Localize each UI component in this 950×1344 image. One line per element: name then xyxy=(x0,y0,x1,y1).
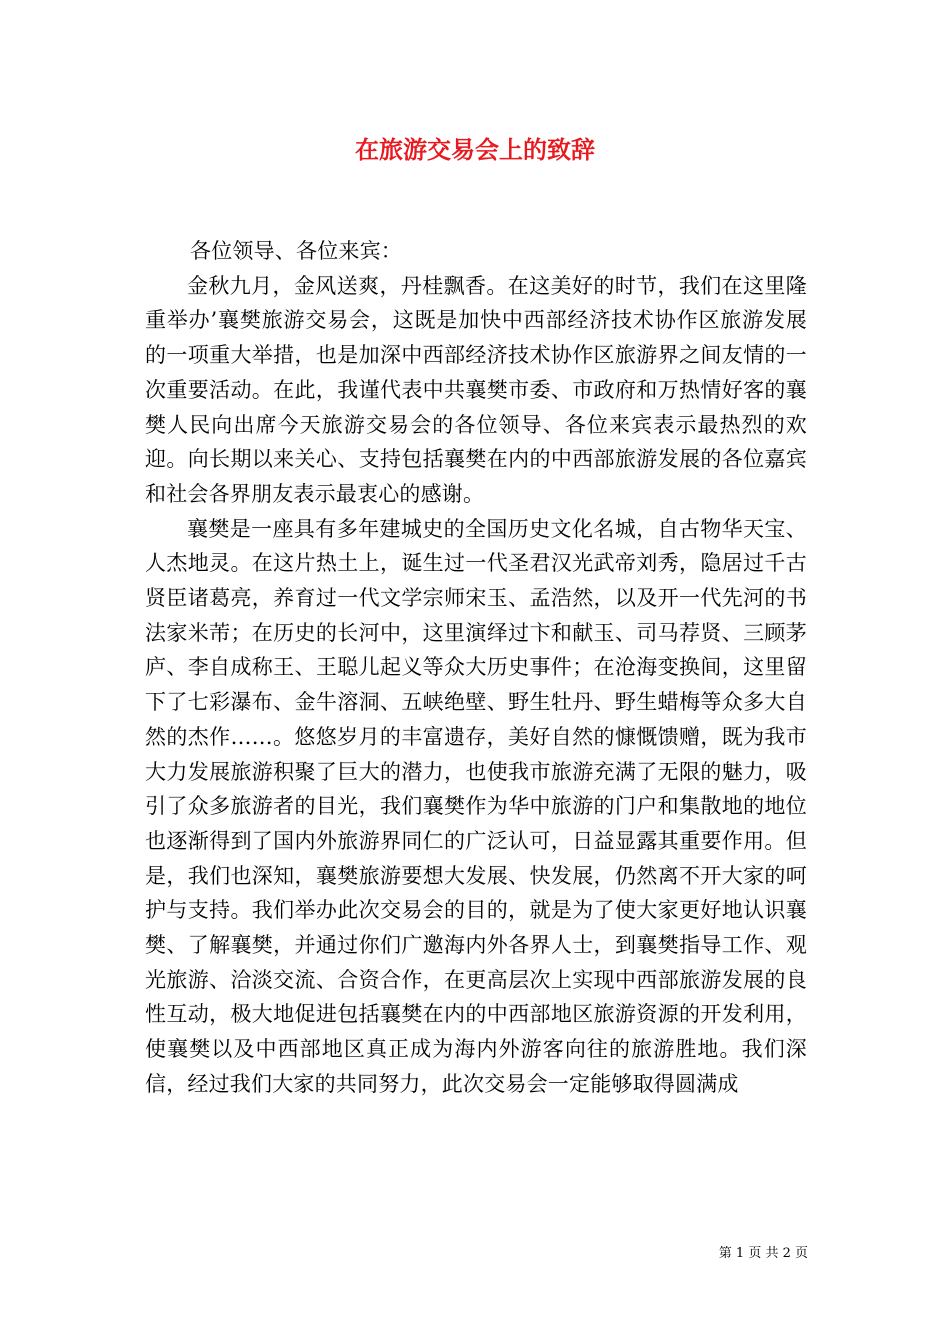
salutation: 各位领导、各位来宾： xyxy=(190,239,402,263)
document-title: 在旅游交易会上的致辞 xyxy=(355,135,595,164)
page-number: 第 1 页 共 2 页 xyxy=(718,1246,808,1261)
paragraph-1: 金秋九月，金风送爽，丹桂飘香。在这美好的时节，我们在这里隆重举办’襄樊旅游交易会，这既是加快中西部经济技术协作区旅游发展的一项重大举措，也是加深中西部经济技术协作区旅游界之间友情的一次重要活动。在此，我谨代表中共襄樊市委、市政府和万热情好客的襄樊人民向出席今天旅游交易会的各位领导、各位来宾表示最热烈的欢迎。向长期以来关心、支持包括襄樊在内的中西部旅游发展的各位嘉宾和社会各界朋友表示最衷心的感谢。 xyxy=(145,273,807,506)
document-body xyxy=(145,234,807,1102)
paragraph-2: 襄樊是一座具有多年建城史的全国历史文化名城，自古物华天宝、人杰地灵。在这片热土上，诞生过一代圣君汉光武帝刘秀，隐居过千古贤臣诸葛亮，养育过一代文学宗师宋玉、孟浩然，以及开一代先河的书法家米芾；在历史的长河中，这里演绎过卞和献玉、司马荐贤、三顾茅庐、李自成称王、王聪儿起义等众大历史事件；在沧海变换间，这里留下了七彩瀑布、金牛溶洞、五峡绝壁、野生牡丹、野生蜡梅等众多大自然的杰作……。悠悠岁月的丰富遗存，美好自然的慷慨馈赠，既为我市大力发展旅游积聚了巨大的潜力，也使我市旅游充满了无限的魅力，吸引了众多旅游者的目光，我们襄樊作为华中旅游的门户和集散地的地位也逐渐得到了国内外旅游界同仁的广泛认可，日益显露其重要作用。但是，我们也深知，襄樊旅游要想大发展、快发展，仍然离不开大家的呵护与支持。我们举办此次交易会的目的，就是为了使大家更好地认识襄樊、了解襄樊，并通过你们广邀海内外各界人士，到襄樊指导工作、观光旅游、洽淡交流、合资合作，在更高层次上实现中西部旅游发展的良性互动，极大地促进包括襄樊在内的中西部地区旅游资源的开发利用，使襄樊以及中西部地区真正成为海内外游客向往的旅游胜地。我们深信，经过我们大家的共同努力，此次交易会一定能够取得圆满成 xyxy=(145,516,807,1096)
